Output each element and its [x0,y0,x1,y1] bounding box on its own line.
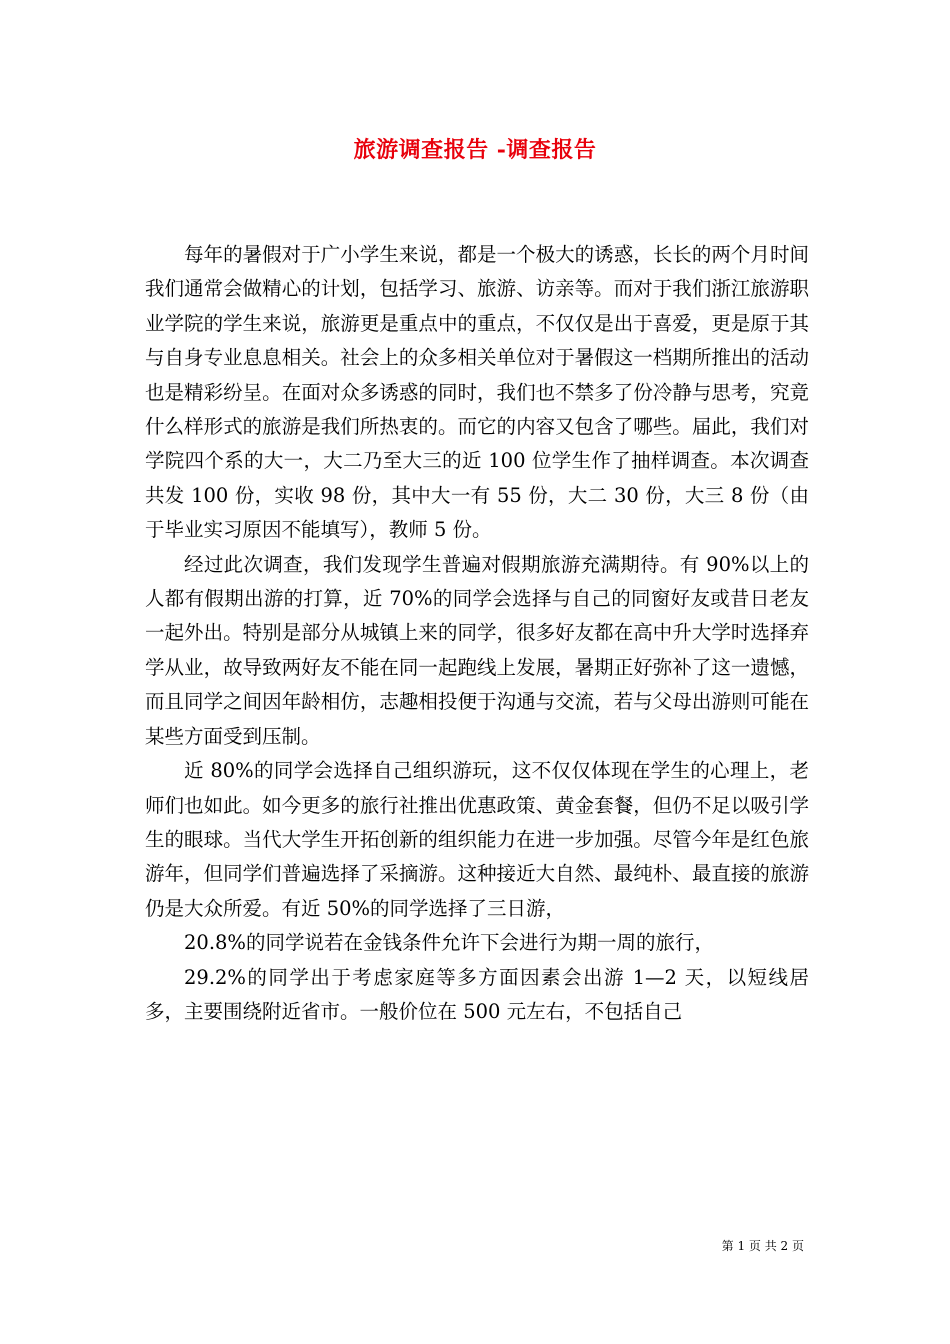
paragraph-1: 每年的暑假对于广小学生来说，都是一个极大的诱惑，长长的两个月时间我们通常会做精心的计划，包括学习、旅游、访亲等。而对于我们浙江旅游职业学院的学生来说，旅游更是重点中的重点，不仅仅是出于喜爱，更是原于其与自身专业息息相关。社会上的众多相关单位对于暑假这一档期所推出的活动也是精彩纷呈。在面对众多诱惑的同时，我们也不禁多了份冷静与思考，究竟什么样形式的旅游是我们所热衷的。而它的内容又包含了哪些。届此，我们对学院四个系的大一，大二乃至大三的近 100 位学生作了抽样调查。本次调查共发 100 份，实收 98 份，其中大一有 55 份，大二 30 份，大三 8 份（由于毕业实习原因不能填写），教师 5 份。 [145,243,809,542]
document-title: 旅游调查报告 -调查报告 [353,137,597,163]
paragraph-4: 20.8%的同学说若在金钱条件允许下会进行为期一周的旅行， [184,931,714,955]
paragraph-3: 近 80%的同学会选择自己组织游玩，这不仅仅体现在学生的心理上，老师们也如此。如今更多的旅行社推出优惠政策、黄金套餐，但仍不足以吸引学生的眼球。当代大学生开拓创新的组织能力在进一步加强。尽管今年是红色旅游年，但同学们普遍选择了采摘游。这种接近大自然、最纯朴、最直接的旅游仍是大众所爱。有近 50%的同学选择了三日游， [145,759,809,920]
document-body [145,238,809,1029]
page-number-footer: 第 1 页 共 2 页 [721,1239,804,1253]
paragraph-5: 29.2%的同学出于考虑家庭等多方面因素会出游 1—2 天，以短线居多，主要围绕附近省市。一般价位在 500 元左右，不包括自己 [145,965,809,1023]
paragraph-2: 经过此次调查，我们发现学生普遍对假期旅游充满期待。有 90%以上的人都有假期出游的打算，近 70%的同学会选择与自己的同窗好友或昔日老友一起外出。特别是部分从城镇上来的同学，很多好友都在高中升大学时选择弃学从业，故导致两好友不能在同一起跑线上发展，暑期正好弥补了这一遗憾，而且同学之间因年龄相仿，志趣相投便于沟通与交流，若与父母出游则可能在某些方面受到压制。 [145,552,809,748]
